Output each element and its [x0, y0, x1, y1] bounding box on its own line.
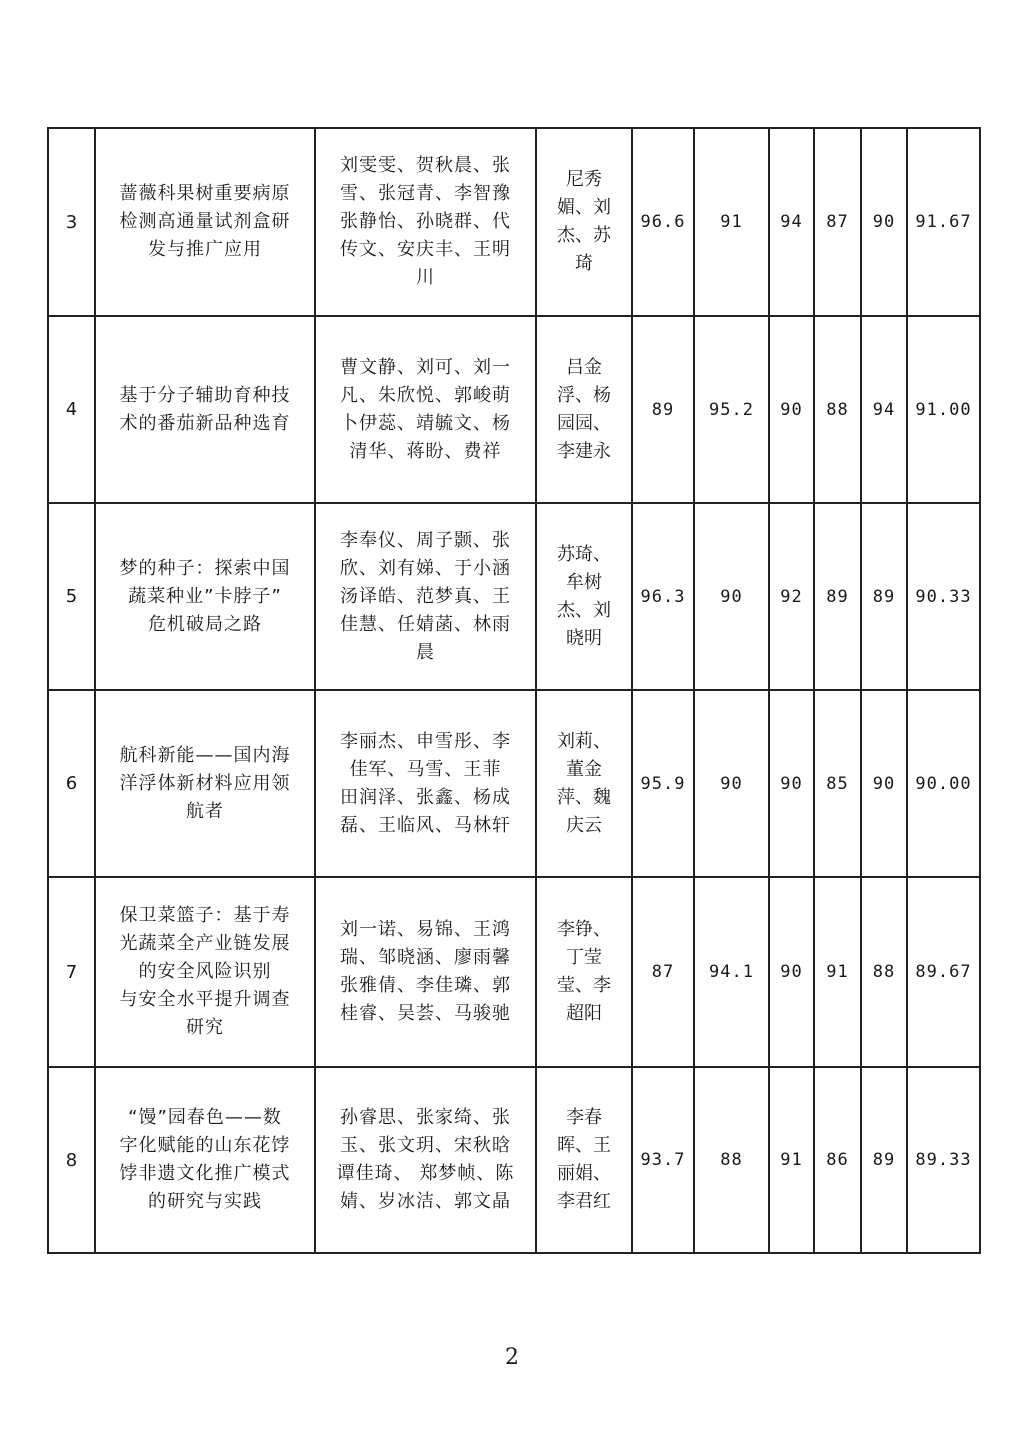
advisor-line: 董金	[566, 758, 602, 780]
score-4: 89	[814, 503, 861, 690]
advisors	[536, 316, 632, 503]
score-3: 90	[769, 877, 814, 1067]
table-row	[48, 877, 980, 1067]
score-1: 93.7	[632, 1067, 694, 1253]
advisors	[536, 503, 632, 690]
members-line: 婧、岁冰洁、郭文晶	[340, 1191, 511, 1212]
advisors	[536, 690, 632, 877]
table-row	[48, 1067, 980, 1253]
advisor-line: 琦	[575, 253, 593, 274]
score-4: 86	[814, 1067, 861, 1253]
advisor-line: 园园、	[557, 412, 611, 434]
score-5: 90	[861, 128, 907, 316]
title-line: 检测高通量试剂盒研	[119, 211, 291, 232]
members-line: 川	[416, 267, 435, 288]
table-row	[48, 128, 980, 316]
members-line: 曹文静、刘可、刘一	[340, 356, 511, 378]
table-row	[48, 316, 980, 503]
row-number: 8	[48, 1067, 95, 1253]
table-row	[48, 690, 980, 877]
team-members	[315, 503, 536, 690]
advisor-line: 吕金	[566, 356, 602, 378]
score-4: 91	[814, 877, 861, 1067]
results-table-body	[48, 128, 980, 1253]
row-number: 7	[48, 877, 95, 1067]
final-score: 90.33	[907, 503, 980, 690]
score-5: 94	[861, 316, 907, 503]
advisors	[536, 1067, 632, 1253]
advisor-line: 丁莹	[566, 947, 602, 968]
title-line: 光蔬菜全产业链发展	[119, 933, 291, 954]
project-title	[95, 690, 315, 877]
advisor-line: 丽娟、	[557, 1163, 611, 1184]
row-number: 4	[48, 316, 95, 503]
final-score: 91.00	[907, 316, 980, 503]
score-1: 96.3	[632, 503, 694, 690]
members-line: 清华、蒋盼、费祥	[349, 440, 502, 462]
title-line: 的安全风险识别	[138, 961, 272, 982]
title-line: 洋浮体新材料应用领	[119, 772, 291, 794]
title-line: 研究	[186, 1017, 224, 1038]
advisor-line: 刘莉、	[557, 730, 611, 752]
score-4: 87	[814, 128, 861, 316]
members-line: 谭佳琦、 郑梦帧、陈	[336, 1163, 515, 1184]
title-line: 危机破局之路	[148, 613, 262, 635]
score-3: 90	[769, 316, 814, 503]
members-line: 欣、刘有娣、于小涵	[340, 557, 511, 579]
advisor-line: 萍、魏	[557, 786, 611, 808]
advisor-line: 庆云	[566, 814, 602, 836]
title-line: 发与推广应用	[148, 239, 262, 260]
final-score: 90.00	[907, 690, 980, 877]
project-title	[95, 128, 315, 316]
score-2: 91	[694, 128, 769, 316]
score-2: 95.2	[694, 316, 769, 503]
advisor-line: 杰、苏	[557, 225, 611, 246]
members-line: 卜伊蕊、靖毓文、杨	[340, 412, 511, 434]
members-line: 刘一诺、易锦、王鸿	[340, 919, 511, 940]
members-line: 张雅倩、李佳璘、郭	[340, 975, 511, 996]
advisor-line: 晓明	[566, 627, 602, 649]
members-line: 刘雯雯、贺秋晨、张	[340, 155, 511, 176]
members-line: 李奉仪、周子颢、张	[340, 529, 511, 551]
members-line: 玉、张文玥、宋秋晗	[340, 1135, 511, 1156]
title-line: 与安全水平提升调查	[119, 989, 291, 1010]
score-5: 89	[861, 503, 907, 690]
score-4: 85	[814, 690, 861, 877]
members-line: 佳慧、任婧菡、林雨	[340, 613, 511, 635]
project-title	[95, 503, 315, 690]
title-line: 蔬菜种业”卡脖子”	[128, 585, 282, 607]
title-line: 蔷薇科果树重要病原	[119, 183, 291, 204]
row-number: 5	[48, 503, 95, 690]
advisor-line: 李君红	[557, 1191, 611, 1212]
project-title	[95, 877, 315, 1067]
members-line: 李丽杰、申雪彤、李	[340, 730, 511, 752]
title-line: 饽非遗文化推广模式	[119, 1163, 291, 1184]
members-line: 孙睿思、张家绮、张	[340, 1107, 511, 1128]
table-row	[48, 503, 980, 690]
title-line: 梦的种子：探索中国	[119, 557, 291, 579]
final-score: 91.67	[907, 128, 980, 316]
score-2: 90	[694, 503, 769, 690]
score-2: 90	[694, 690, 769, 877]
advisor-line: 超阳	[566, 1003, 602, 1024]
title-line: 航科新能——国内海	[119, 744, 291, 766]
score-2: 88	[694, 1067, 769, 1253]
score-4: 88	[814, 316, 861, 503]
results-table	[47, 127, 981, 1254]
row-number: 3	[48, 128, 95, 316]
advisor-line: 媚、刘	[557, 197, 611, 218]
score-3: 90	[769, 690, 814, 877]
score-3: 91	[769, 1067, 814, 1253]
final-score: 89.67	[907, 877, 980, 1067]
row-number: 6	[48, 690, 95, 877]
project-title	[95, 1067, 315, 1253]
team-members	[315, 1067, 536, 1253]
score-5: 90	[861, 690, 907, 877]
score-3: 92	[769, 503, 814, 690]
project-title	[95, 316, 315, 503]
advisor-line: 李铮、	[557, 919, 611, 940]
title-line: “馒”园春色——数	[128, 1107, 282, 1128]
advisor-line: 杰、刘	[557, 599, 611, 621]
score-1: 96.6	[632, 128, 694, 316]
title-line: 的研究与实践	[148, 1191, 262, 1212]
members-line: 田润泽、张鑫、杨成	[340, 786, 511, 808]
page-number: 2	[505, 1345, 519, 1370]
advisor-line: 浮、杨	[557, 384, 611, 406]
advisor-line: 莹、李	[557, 975, 611, 996]
title-line: 字化赋能的山东花饽	[119, 1135, 291, 1156]
score-1: 89	[632, 316, 694, 503]
advisor-line: 晖、王	[557, 1135, 611, 1156]
title-line: 基于分子辅助育种技	[119, 384, 291, 406]
members-line: 桂睿、吴荟、马骏驰	[340, 1003, 511, 1024]
advisor-line: 苏琦、	[557, 543, 611, 565]
title-line: 术的番茄新品种选育	[119, 412, 291, 434]
advisors	[536, 877, 632, 1067]
title-line: 航者	[186, 800, 224, 822]
advisors	[536, 128, 632, 316]
members-line: 传文、安庆丰、王明	[340, 239, 511, 260]
members-line: 佳军、马雪、王菲	[349, 758, 502, 780]
members-line: 瑞、邹晓涵、廖雨馨	[340, 947, 511, 968]
advisor-line: 尼秀	[566, 169, 602, 190]
team-members	[315, 877, 536, 1067]
score-3: 94	[769, 128, 814, 316]
team-members	[315, 128, 536, 316]
score-5: 88	[861, 877, 907, 1067]
members-line: 汤译皓、范梦真、王	[340, 585, 511, 607]
score-5: 89	[861, 1067, 907, 1253]
members-line: 张静怡、孙晓群、代	[340, 211, 511, 232]
score-1: 95.9	[632, 690, 694, 877]
members-line: 晨	[416, 641, 435, 663]
members-line: 凡、朱欣悦、郭峻萌	[340, 384, 511, 406]
team-members	[315, 690, 536, 877]
score-2: 94.1	[694, 877, 769, 1067]
advisor-line: 李建永	[557, 440, 611, 462]
advisor-line: 李春	[566, 1107, 602, 1128]
team-members	[315, 316, 536, 503]
final-score: 89.33	[907, 1067, 980, 1253]
title-line: 保卫菜篮子：基于寿	[119, 905, 291, 926]
advisor-line: 牟树	[566, 571, 602, 593]
members-line: 磊、王临风、马林轩	[340, 814, 511, 836]
members-line: 雪、张冠青、李智豫	[340, 183, 511, 204]
score-1: 87	[632, 877, 694, 1067]
